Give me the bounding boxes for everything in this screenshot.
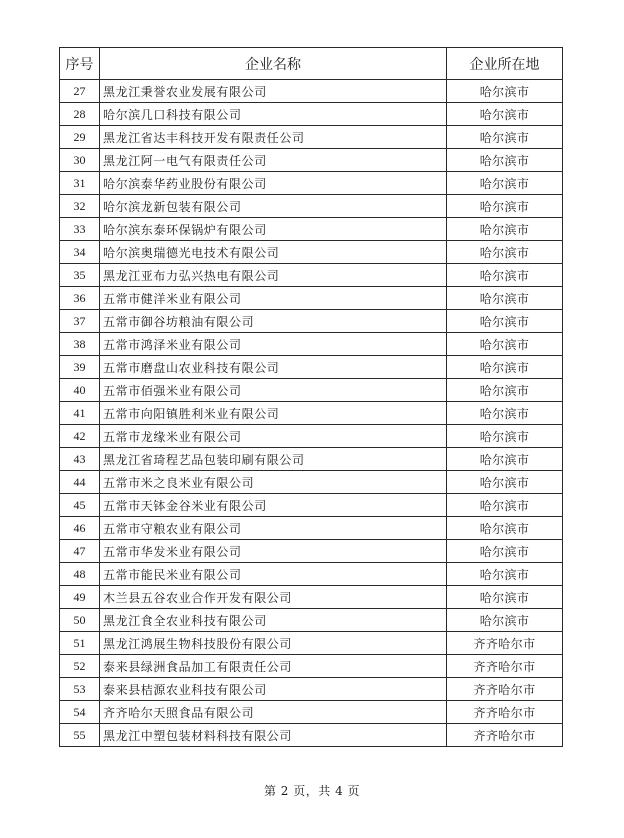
enterprise-name-cell: 五常市龙缘米业有限公司 bbox=[100, 425, 447, 448]
table-row bbox=[60, 517, 563, 540]
enterprise-location-cell: 齐齐哈尔市 bbox=[447, 724, 563, 747]
table-row bbox=[60, 586, 563, 609]
serial-number-cell: 30 bbox=[60, 149, 100, 172]
enterprise-location-cell: 齐齐哈尔市 bbox=[447, 655, 563, 678]
serial-number-cell: 33 bbox=[60, 218, 100, 241]
enterprise-name-cell: 五常市华发米业有限公司 bbox=[100, 540, 447, 563]
table-header-row bbox=[60, 48, 563, 80]
serial-number-cell: 32 bbox=[60, 195, 100, 218]
serial-number-cell: 43 bbox=[60, 448, 100, 471]
enterprise-name-cell: 黑龙江鸿展生物科技股份有限公司 bbox=[100, 632, 447, 655]
serial-number-cell: 40 bbox=[60, 379, 100, 402]
enterprise-location-cell: 哈尔滨市 bbox=[447, 310, 563, 333]
serial-number-cell: 52 bbox=[60, 655, 100, 678]
enterprise-name-cell: 泰来县绿洲食品加工有限责任公司 bbox=[100, 655, 447, 678]
table-row bbox=[60, 563, 563, 586]
enterprise-location-cell: 哈尔滨市 bbox=[447, 126, 563, 149]
serial-number-cell: 42 bbox=[60, 425, 100, 448]
table-row bbox=[60, 471, 563, 494]
enterprise-name-cell: 哈尔滨几口科技有限公司 bbox=[100, 103, 447, 126]
serial-number-cell: 35 bbox=[60, 264, 100, 287]
enterprise-location-cell: 哈尔滨市 bbox=[447, 609, 563, 632]
serial-number-cell: 47 bbox=[60, 540, 100, 563]
table-body bbox=[60, 80, 563, 747]
enterprise-location-cell: 哈尔滨市 bbox=[447, 540, 563, 563]
table-row bbox=[60, 80, 563, 103]
table-row bbox=[60, 379, 563, 402]
enterprise-location-cell: 齐齐哈尔市 bbox=[447, 632, 563, 655]
table-row bbox=[60, 310, 563, 333]
table-row bbox=[60, 172, 563, 195]
serial-number-cell: 29 bbox=[60, 126, 100, 149]
serial-number-cell: 48 bbox=[60, 563, 100, 586]
table-row bbox=[60, 632, 563, 655]
page-footer: 第 2 页，共 4 页 bbox=[263, 784, 361, 798]
serial-number-cell: 37 bbox=[60, 310, 100, 333]
enterprise-location-cell: 哈尔滨市 bbox=[447, 402, 563, 425]
enterprise-location-cell: 哈尔滨市 bbox=[447, 379, 563, 402]
enterprise-location-cell: 哈尔滨市 bbox=[447, 264, 563, 287]
serial-number-cell: 27 bbox=[60, 80, 100, 103]
serial-number-cell: 44 bbox=[60, 471, 100, 494]
enterprise-location-cell: 哈尔滨市 bbox=[447, 425, 563, 448]
enterprise-location-cell: 哈尔滨市 bbox=[447, 218, 563, 241]
enterprise-name-cell: 黑龙江食全农业科技有限公司 bbox=[100, 609, 447, 632]
enterprise-name-cell: 五常市向阳镇胜利米业有限公司 bbox=[100, 402, 447, 425]
serial-number-cell: 55 bbox=[60, 724, 100, 747]
enterprise-name-cell: 哈尔滨东泰环保锅炉有限公司 bbox=[100, 218, 447, 241]
serial-number-cell: 39 bbox=[60, 356, 100, 379]
enterprise-location-cell: 哈尔滨市 bbox=[447, 241, 563, 264]
serial-number-cell: 36 bbox=[60, 287, 100, 310]
enterprise-name-cell: 五常市磨盘山农业科技有限公司 bbox=[100, 356, 447, 379]
enterprise-name-cell: 泰来县桔源农业科技有限公司 bbox=[100, 678, 447, 701]
table-row bbox=[60, 287, 563, 310]
header-enterprise-name: 企业名称 bbox=[100, 48, 447, 80]
table-row bbox=[60, 241, 563, 264]
table-row bbox=[60, 149, 563, 172]
enterprise-table bbox=[59, 47, 563, 747]
table-row bbox=[60, 126, 563, 149]
enterprise-name-cell: 五常市天钵金谷米业有限公司 bbox=[100, 494, 447, 517]
table-row bbox=[60, 724, 563, 747]
table-row bbox=[60, 356, 563, 379]
table-row bbox=[60, 402, 563, 425]
serial-number-cell: 54 bbox=[60, 701, 100, 724]
enterprise-location-cell: 哈尔滨市 bbox=[447, 494, 563, 517]
enterprise-location-cell: 哈尔滨市 bbox=[447, 103, 563, 126]
enterprise-location-cell: 哈尔滨市 bbox=[447, 172, 563, 195]
enterprise-name-cell: 哈尔滨泰华药业股份有限公司 bbox=[100, 172, 447, 195]
enterprise-name-cell: 黑龙江中塑包装材料科技有限公司 bbox=[100, 724, 447, 747]
enterprise-name-cell: 五常市鸿泽米业有限公司 bbox=[100, 333, 447, 356]
enterprise-name-cell: 黑龙江阿一电气有限责任公司 bbox=[100, 149, 447, 172]
enterprise-name-cell: 黑龙江省琦程艺品包装印刷有限公司 bbox=[100, 448, 447, 471]
serial-number-cell: 38 bbox=[60, 333, 100, 356]
enterprise-location-cell: 哈尔滨市 bbox=[447, 80, 563, 103]
table-row bbox=[60, 218, 563, 241]
enterprise-name-cell: 黑龙江亚布力弘兴热电有限公司 bbox=[100, 264, 447, 287]
table-row bbox=[60, 425, 563, 448]
enterprise-name-cell: 五常市御谷坊粮油有限公司 bbox=[100, 310, 447, 333]
serial-number-cell: 46 bbox=[60, 517, 100, 540]
enterprise-name-cell: 木兰县五谷农业合作开发有限公司 bbox=[100, 586, 447, 609]
serial-number-cell: 34 bbox=[60, 241, 100, 264]
serial-number-cell: 50 bbox=[60, 609, 100, 632]
enterprise-location-cell: 哈尔滨市 bbox=[447, 149, 563, 172]
enterprise-location-cell: 哈尔滨市 bbox=[447, 333, 563, 356]
serial-number-cell: 51 bbox=[60, 632, 100, 655]
enterprise-location-cell: 齐齐哈尔市 bbox=[447, 678, 563, 701]
enterprise-location-cell: 哈尔滨市 bbox=[447, 448, 563, 471]
enterprise-location-cell: 哈尔滨市 bbox=[447, 471, 563, 494]
table-row bbox=[60, 655, 563, 678]
serial-number-cell: 49 bbox=[60, 586, 100, 609]
enterprise-location-cell: 哈尔滨市 bbox=[447, 586, 563, 609]
enterprise-location-cell: 哈尔滨市 bbox=[447, 517, 563, 540]
enterprise-name-cell: 哈尔滨龙新包装有限公司 bbox=[100, 195, 447, 218]
table-row bbox=[60, 701, 563, 724]
enterprise-name-cell: 五常市佰强米业有限公司 bbox=[100, 379, 447, 402]
header-serial-number: 序号 bbox=[60, 48, 100, 80]
table-row bbox=[60, 448, 563, 471]
enterprise-name-cell: 五常市守粮农业有限公司 bbox=[100, 517, 447, 540]
serial-number-cell: 45 bbox=[60, 494, 100, 517]
serial-number-cell: 53 bbox=[60, 678, 100, 701]
enterprise-name-cell: 五常市米之良米业有限公司 bbox=[100, 471, 447, 494]
table-row bbox=[60, 609, 563, 632]
enterprise-name-cell: 哈尔滨奥瑞德光电技术有限公司 bbox=[100, 241, 447, 264]
enterprise-location-cell: 哈尔滨市 bbox=[447, 195, 563, 218]
enterprise-name-cell: 黑龙江秉誉农业发展有限公司 bbox=[100, 80, 447, 103]
table-row bbox=[60, 494, 563, 517]
table-row bbox=[60, 103, 563, 126]
serial-number-cell: 31 bbox=[60, 172, 100, 195]
enterprise-location-cell: 哈尔滨市 bbox=[447, 563, 563, 586]
enterprise-location-cell: 哈尔滨市 bbox=[447, 356, 563, 379]
table-row bbox=[60, 678, 563, 701]
enterprise-name-cell: 五常市能民米业有限公司 bbox=[100, 563, 447, 586]
enterprise-name-cell: 五常市健洋米业有限公司 bbox=[100, 287, 447, 310]
header-enterprise-location: 企业所在地 bbox=[447, 48, 563, 80]
enterprise-location-cell: 哈尔滨市 bbox=[447, 287, 563, 310]
enterprise-name-cell: 黑龙江省达丰科技开发有限责任公司 bbox=[100, 126, 447, 149]
table-row bbox=[60, 264, 563, 287]
enterprise-name-cell: 齐齐哈尔天照食品有限公司 bbox=[100, 701, 447, 724]
table-row bbox=[60, 333, 563, 356]
serial-number-cell: 41 bbox=[60, 402, 100, 425]
enterprise-location-cell: 齐齐哈尔市 bbox=[447, 701, 563, 724]
table-row bbox=[60, 540, 563, 563]
table-row bbox=[60, 195, 563, 218]
serial-number-cell: 28 bbox=[60, 103, 100, 126]
